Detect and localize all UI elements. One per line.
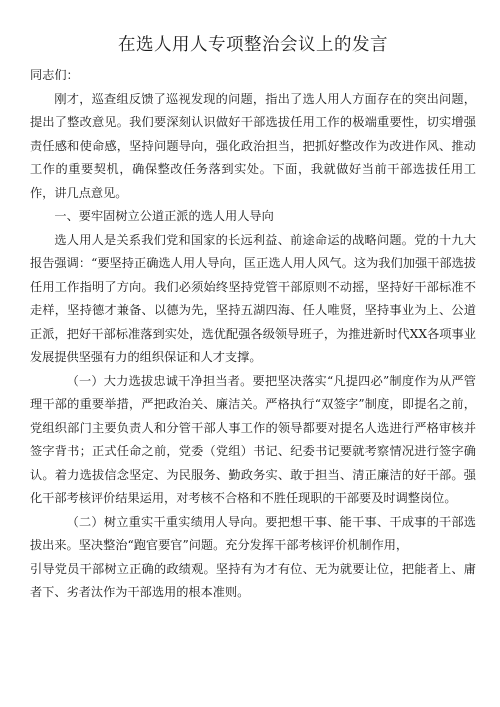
salutation: 同志们： [30,68,79,82]
subsection-1-paragraph: （一）大力选拔忠诚干净担当者。要把坚决落实“凡提四必”制度作为从严管理干部的重要举措，严把政治关、廉洁关。严格执行“双签字”制度，即提名之前，党组织部门主要负责人和分管干部人事工作的领导都要对提名人选进行严格审核并签字背书；正式任命之前，党委（党组）书记、纪委书记要就考察情况进行签字确认。着力选拔信念坚定、为民服务、勤政务实、敢于担当、清正廉洁的好干部。强化干部考核评价结果运用，对考核不合格和不胜任现职的干部要及时调整岗位。 [30,373,476,505]
section-1-paragraph: 选人用人是关系我们党和国家的长远利益、前途命运的战略问题。党的十九大报告强调：“要坚持正确选人用人导向，匡正选人用人风气。这为我们加强干部选拔任用工作指明了方向。我们必须始终坚持党管干部原则不动摇，坚持好干部标准不走样，坚持德才兼备、以德为先，坚持五湖四海、任人唯贤，坚持事业为上、公道正派，把好干部标准落到实处，选优配强各级领导班子，为推进新时代XX各项事业发展提供坚强有力的组织保证和人才支撑。 [30,232,476,364]
section-1-heading: 一、要牢固树立公道正派的选人用人导向 [54,209,274,223]
intro-paragraph: 刚才，巡查组反馈了巡视发现的问题，指出了选人用人方面存在的突出问题，提出了整改意见。我们要深刻认识做好干部选拔任用工作的极端重要性，切实增强责任感和使命感，坚持问题导向，强化政治担当，把抓好整改作为改进作风、推动工作的重要契机，确保整改任务落到实处。下面，我就做好当前干部选拔任用工作，讲几点意见。 [30,91,476,200]
subsection-2-continuation: 引导党员干部树立正确的政绩观。坚持有为才有位、无为就要让位，把能者上、庸者下、劣者汰作为干部选用的根本准则。 [30,561,476,599]
document-title: 在选人用人专项整治会议上的发言 [118,35,388,55]
subsection-2-paragraph: （二）树立重实干重实绩用人导向。要把想干事、能干事、干成事的干部选拔出来。坚决整治“跑官要官”问题。充分发挥干部考核评价机制作用， [30,514,476,552]
